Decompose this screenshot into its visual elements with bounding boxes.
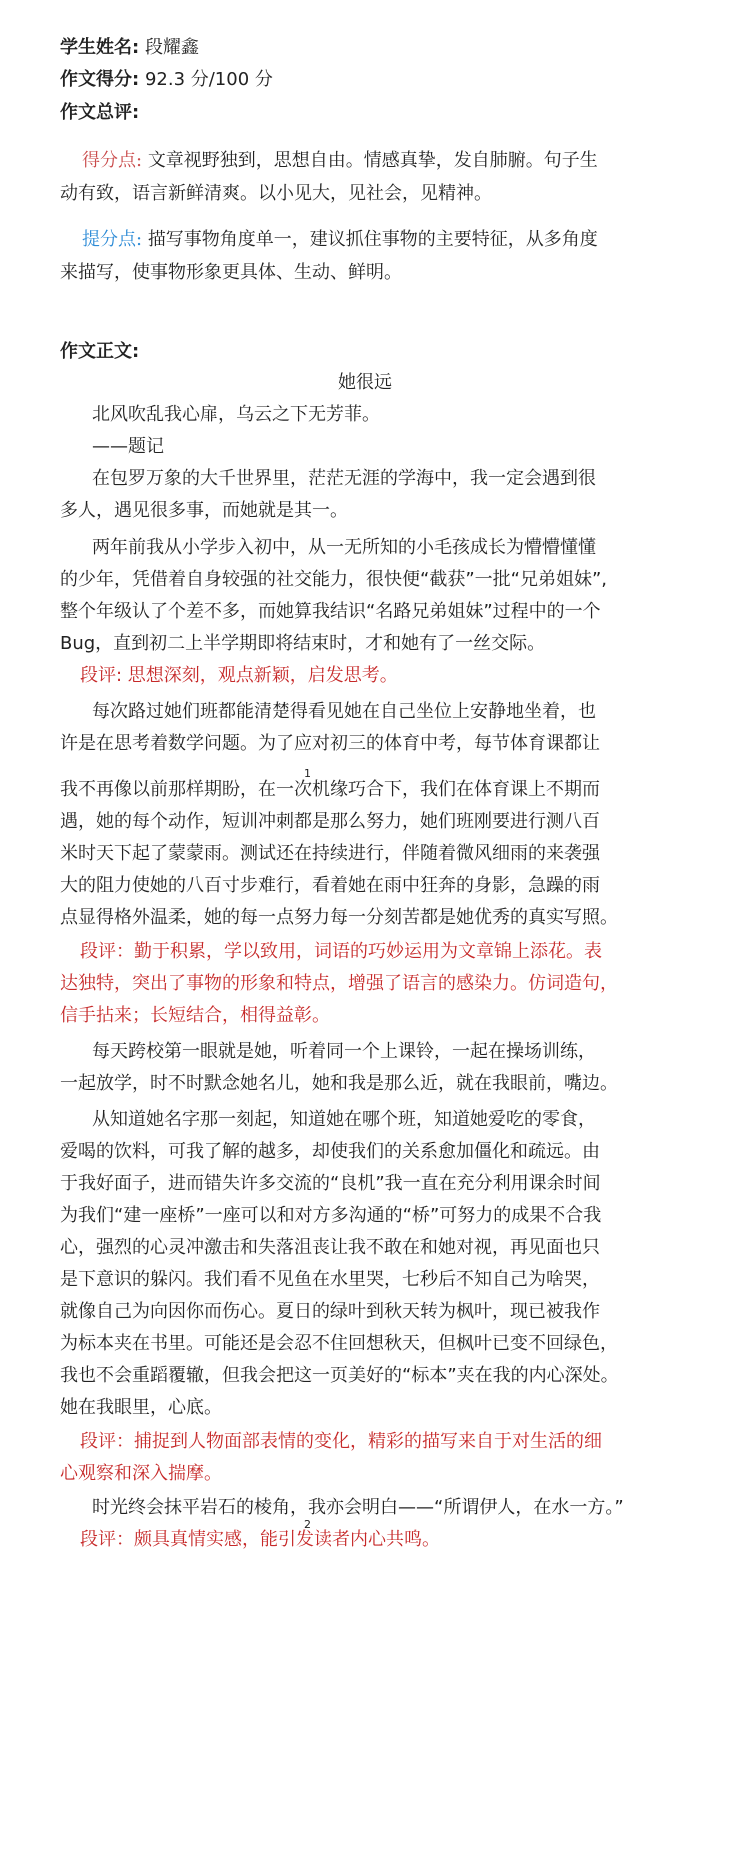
student-name-value: 段耀鑫 <box>144 37 199 58</box>
para6: 时光终会抹平岩石的棱角，我亦会明白——“所谓伊人，在水一方。” <box>92 1497 624 1518</box>
comment-2-line-2: 达独特，突出了事物的形象和特点，增强了语言的感染力。仿词造句， <box>60 973 618 994</box>
para2-line-3: 整个年级认了个差不多，而她算我结识“名路兄弟姐妹”过程中的一个 <box>60 601 601 622</box>
para4-line-2: 一起放学，时不时默念她名儿，她和我是那么近，就在我眼前，嘴边。 <box>60 1073 618 1094</box>
score-value: 92.3 分/100 分 <box>144 69 273 90</box>
improve-tag: 提分点: <box>82 229 143 250</box>
para3b-line-1: 我不再像以前那样期盼，在一次机缘巧合下，我们在体育课上不期而 <box>60 779 600 800</box>
student-name-label: 学生姓名: <box>60 37 140 58</box>
comment-1: 段评: 思想深刻，观点新颖，启发思考。 <box>80 665 398 686</box>
para5-line-4: 为我们“建一座桥”一座可以和对方多沟通的“桥”可努力的成果不合我 <box>60 1205 602 1226</box>
score-row <box>60 68 273 92</box>
para2-line-4: Bug，直到初二上半学期即将结束时，才和她有了一丝交际。 <box>60 633 546 654</box>
essay-label: 作文正文: <box>60 341 140 362</box>
student-name-row <box>60 36 199 60</box>
essay-title: 她很远 <box>338 372 392 393</box>
para3-line-2: 许是在思考着数学问题。为了应对初三的体育中考，每节体育课都让 <box>60 733 600 754</box>
para3b-line-3: 米时天下起了蒙蒙雨。测试还在持续进行，伴随着微风细雨的来袭强 <box>60 843 600 864</box>
comment-2-line-3: 信手拈来；长短结合，相得益彰。 <box>60 1005 330 1026</box>
comment-4: 段评：颇具真情实感，能引发读者内心共鸣。 <box>80 1529 440 1550</box>
para3b-line-2: 遇，她的每个动作，短训冲刺都是那么努力，她们班刚要进行测八百 <box>60 811 600 832</box>
para5-line-10: 她在我眼里，心底。 <box>60 1397 222 1418</box>
para2-line-2: 的少年，凭借着自身较强的社交能力，很快便“截获”一批“兄弟姐妹”, <box>60 569 608 590</box>
para5-line-1: 从知道她名字那一刻起，知道她在哪个班，知道她爱吃的零食， <box>92 1109 596 1130</box>
improve-text-1: 描写事物角度单一，建议抓住事物的主要特征，从多角度 <box>147 229 598 250</box>
epigraph: 北风吹乱我心扉，乌云之下无芳菲。 <box>92 404 380 425</box>
para5-line-2: 爱喝的饮料，可我了解的越多，却使我们的关系愈加僵化和疏远。由 <box>60 1141 600 1162</box>
para2-line-1: 两年前我从小学步入初中，从一无所知的小毛孩成长为懵懵懂懂 <box>92 537 596 558</box>
para5-line-8: 为标本夹在书里。可能还是会忍不住回想秋天，但枫叶已变不回绿色， <box>60 1333 618 1354</box>
para1-line-2: 多人，遇见很多事，而她就是其一。 <box>60 500 348 521</box>
summary-label: 作文总评: <box>60 102 140 123</box>
para5-line-9: 我也不会重蹈覆辙，但我会把这一页美好的“标本”夹在我的内心深处。 <box>60 1365 619 1386</box>
strength-text-2: 动有致，语言新鲜清爽。以小见大，见社会，见精神。 <box>60 183 492 204</box>
para5-line-3: 于我好面子，进而错失许多交流的“良机”我一直在充分利用课余时间 <box>60 1173 601 1194</box>
para3b-line-5: 点显得格外温柔，她的每一点努力每一分刻苦都是她优秀的真实写照。 <box>60 907 618 928</box>
para5-line-5: 心，强烈的心灵冲激击和失落沮丧让我不敢在和她对视，再见面也只 <box>60 1237 600 1258</box>
page-number-1: 1 <box>304 767 311 780</box>
strength-tag: 得分点: <box>82 150 143 171</box>
improve-text-2: 来描写，使事物形象更具体、生动、鲜明。 <box>60 262 402 283</box>
strength-line-1 <box>82 149 598 173</box>
para3b-line-4: 大的阻力使她的八百寸步难行，看着她在雨中狂奔的身影，急躁的雨 <box>60 875 600 896</box>
comment-3-line-2: 心观察和深入揣摩。 <box>60 1463 222 1484</box>
para5-line-7: 就像自己为向因你而伤心。夏日的绿叶到秋天转为枫叶，现已被我作 <box>60 1301 600 1322</box>
para4-line-1: 每天跨校第一眼就是她，听着同一个上课铃，一起在操场训练， <box>92 1041 596 1062</box>
strength-text-1: 文章视野独到，思想自由。情感真挚，发自肺腑。句子生 <box>147 150 598 171</box>
improve-line-1 <box>82 228 598 252</box>
para1-line-1: 在包罗万象的大千世界里，茫茫无涯的学海中，我一定会遇到很 <box>92 468 596 489</box>
comment-3-line-1: 段评：捕捉到人物面部表情的变化，精彩的描写来自于对生活的细 <box>80 1431 602 1452</box>
page-number-2: 2 <box>304 1518 311 1531</box>
score-label: 作文得分: <box>60 69 140 90</box>
para5-line-6: 是下意识的躲闪。我们看不见鱼在水里哭，七秒后不知自己为啥哭， <box>60 1269 600 1290</box>
comment-2-line-1: 段评：勤于积累，学以致用，词语的巧妙运用为文章锦上添花。表 <box>80 941 602 962</box>
para3-line-1: 每次路过她们班都能清楚得看见她在自己坐位上安静地坐着，也 <box>92 701 596 722</box>
epigraph-source: ——题记 <box>92 436 164 457</box>
